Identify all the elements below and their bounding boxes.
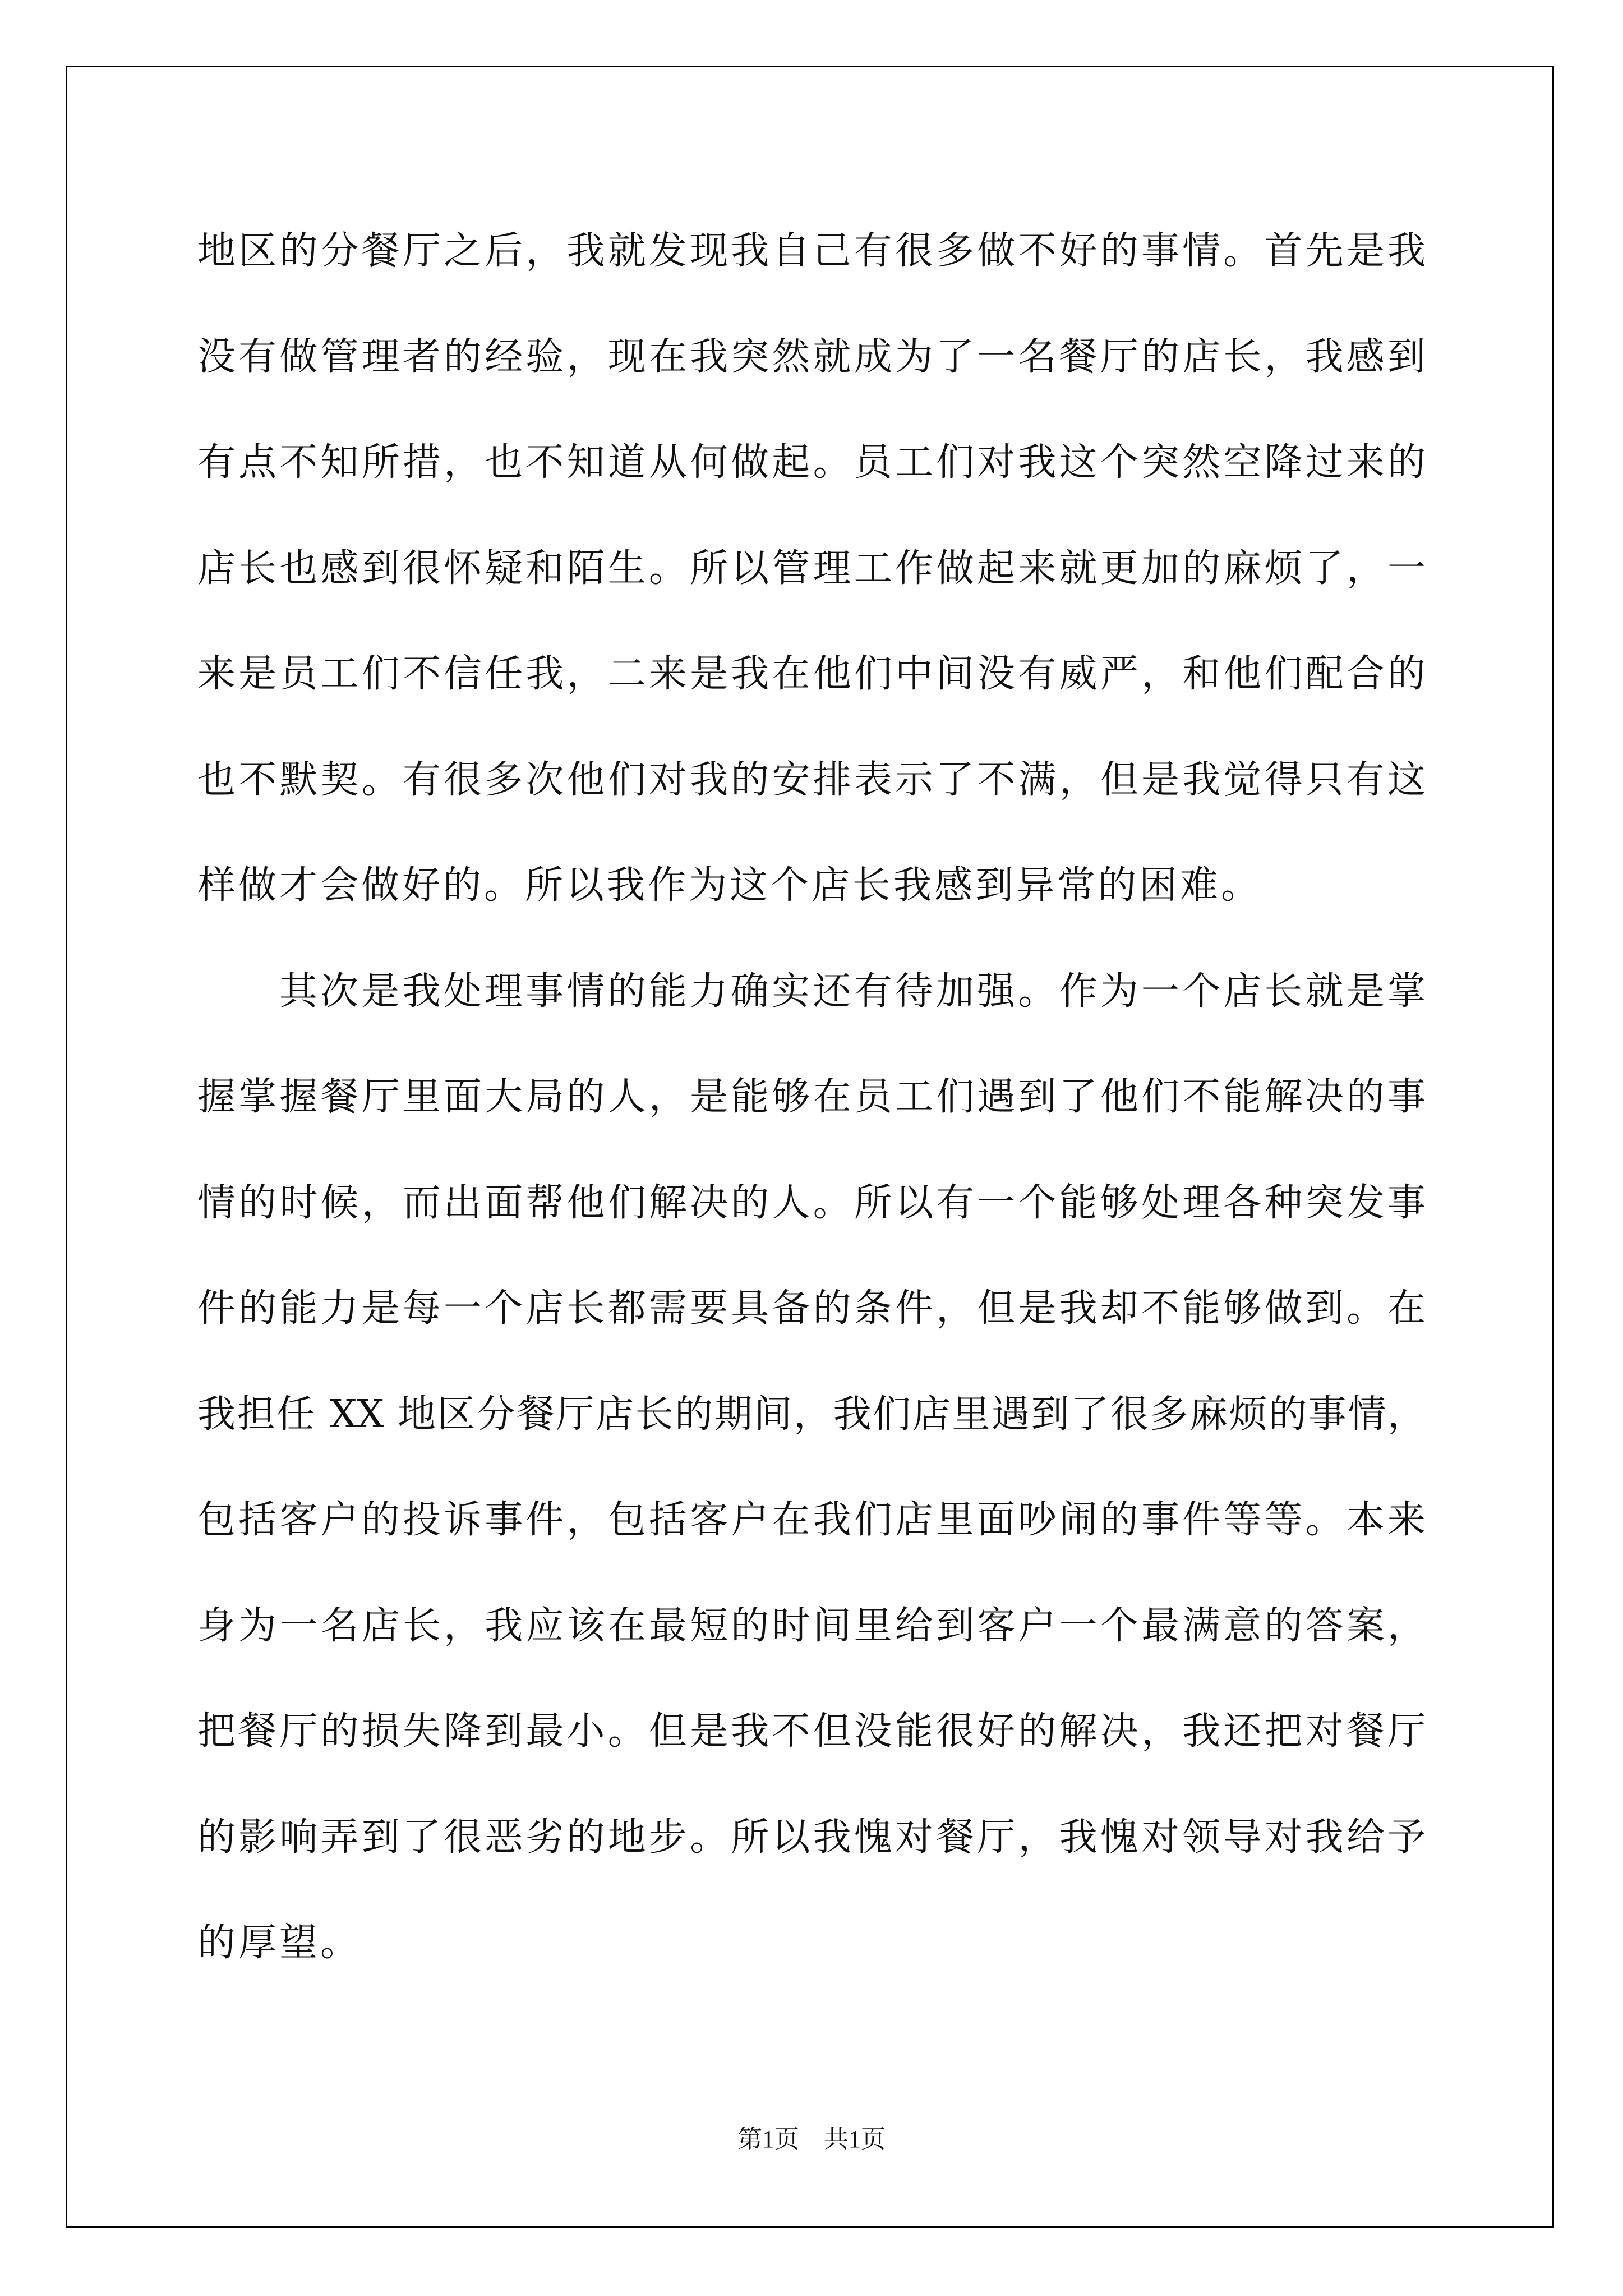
text-line: 握掌握餐厅里面大局的人，是能够在员工们遇到了他们不能解决的事 — [197, 1075, 1426, 1119]
page-number-footer: 第1页 共1页 — [737, 2125, 886, 2153]
document-body — [197, 199, 1426, 1996]
text-line: 的影响弄到了很恶劣的地步。所以我愧对餐厅，我愧对领导对我给予 — [197, 1815, 1426, 1860]
text-line: 其次是我处理事情的能力确实还有待加强。作为一个店长就是掌 — [279, 969, 1426, 1014]
text-line: 件的能力是每一个店长都需要具备的条件，但是我却不能够做到。在 — [197, 1286, 1426, 1331]
text-line: 没有做管理者的经验，现在我突然就成为了一名餐厅的店长，我感到 — [197, 334, 1426, 379]
text-line: 店长也感到很怀疑和陌生。所以管理工作做起来就更加的麻烦了，一 — [197, 546, 1426, 591]
text-line: 身为一名店长，我应该在最短的时间里给到客户一个最满意的答案， — [197, 1603, 1426, 1648]
paragraph — [197, 939, 1426, 1996]
text-line: 有点不知所措，也不知道从何做起。员工们对我这个突然空降过来的 — [197, 440, 1426, 485]
text-line: 也不默契。有很多次他们对我的安排表示了不满，但是我觉得只有这 — [197, 757, 1426, 802]
paragraph — [197, 199, 1426, 939]
text-line: 样做才会做好的。所以我作为这个店长我感到异常的困难。 — [197, 863, 1262, 908]
text-line: 把餐厅的损失降到最小。但是我不但没能很好的解决，我还把对餐厅 — [197, 1709, 1426, 1754]
text-line: 地区的分餐厅之后，我就发现我自己有很多做不好的事情。首先是我 — [197, 229, 1426, 273]
text-line: 我担任 XX 地区分餐厅店长的期间，我们店里遇到了很多麻烦的事情， — [197, 1392, 1426, 1437]
text-line: 来是员工们不信任我，二来是我在他们中间没有威严，和他们配合的 — [197, 652, 1426, 696]
text-line: 情的时候，而出面帮他们解决的人。所以有一个能够处理各种突发事 — [197, 1180, 1426, 1225]
text-line: 包括客户的投诉事件，包括客户在我们店里面吵闹的事件等等。本来 — [197, 1498, 1426, 1542]
text-line: 的厚望。 — [197, 1921, 362, 1965]
